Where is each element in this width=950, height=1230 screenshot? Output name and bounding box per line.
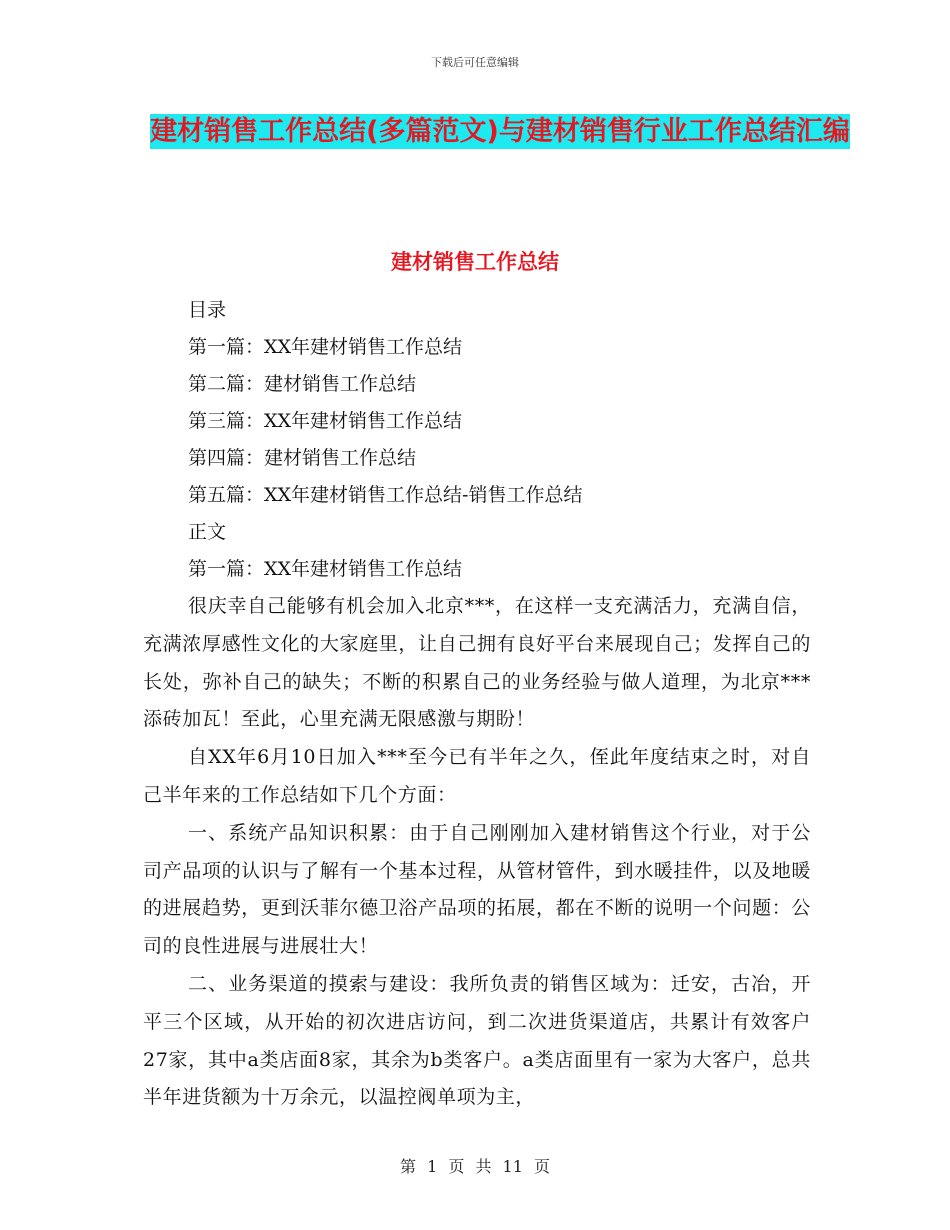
download-note: 下载后可任意编辑 xyxy=(431,56,519,69)
paragraph: 很庆幸自己能够有机会加入北京***，在这样一支充满活力，充满自信，充满浓厚感性文化的大家庭里，让自己拥有良好平台来展现自己；发挥自己的长处，弥补自己的缺失；不断的积累自己的业务经验与做人道理，为北京***添砖加瓦！至此，心里充满无限感激与期盼！ xyxy=(143,595,811,731)
body-label: 正文 xyxy=(188,521,227,543)
body-text xyxy=(143,588,811,1117)
paragraph: 自XX年6月10日加入***至今已有半年之久，侄此年度结束之时，对自己半年来的工作总结如下几个方面： xyxy=(143,746,811,806)
table-of-contents xyxy=(188,292,828,588)
toc-heading: 目录 xyxy=(188,299,227,321)
toc-item: 第四篇：建材销售工作总结 xyxy=(188,447,417,469)
toc-item: 第三篇：XX年建材销售工作总结 xyxy=(188,410,463,432)
toc-item: 第一篇：XX年建材销售工作总结 xyxy=(188,336,463,358)
section-title: 建材销售工作总结 xyxy=(391,250,559,274)
chapter-heading: 第一篇：XX年建材销售工作总结 xyxy=(188,558,463,580)
document-title xyxy=(150,106,850,158)
toc-item: 第五篇：XX年建材销售工作总结-销售工作总结 xyxy=(188,484,583,506)
toc-item: 第二篇：建材销售工作总结 xyxy=(188,373,417,395)
paragraph: 二、业务渠道的摸索与建设：我所负责的销售区域为：迁安，古冶，开平三个区域，从开始的初次进店访问，到二次进货渠道店，共累计有效客户27家，其中a类店面8家，其余为b类客户。a类店面里有一家为大客户，总共半年进货额为十万余元，以温控阀单项为主， xyxy=(143,972,811,1109)
paragraph: 一、系统产品知识积累：由于自己刚刚加入建材销售这个行业，对于公司产品项的认识与了解有一个基本过程，从管材管件，到水暖挂件，以及地暖的进展趋势，更到沃菲尔德卫浴产品项的拓展，都在不断的说明一个问题：公司的良性进展与进展壮大！ xyxy=(143,821,811,958)
page-number: 第 1 页 共 11 页 xyxy=(400,1157,550,1176)
document-title-text: 建材销售工作总结(多篇范文)与建材销售行业工作总结汇编 xyxy=(150,116,850,147)
